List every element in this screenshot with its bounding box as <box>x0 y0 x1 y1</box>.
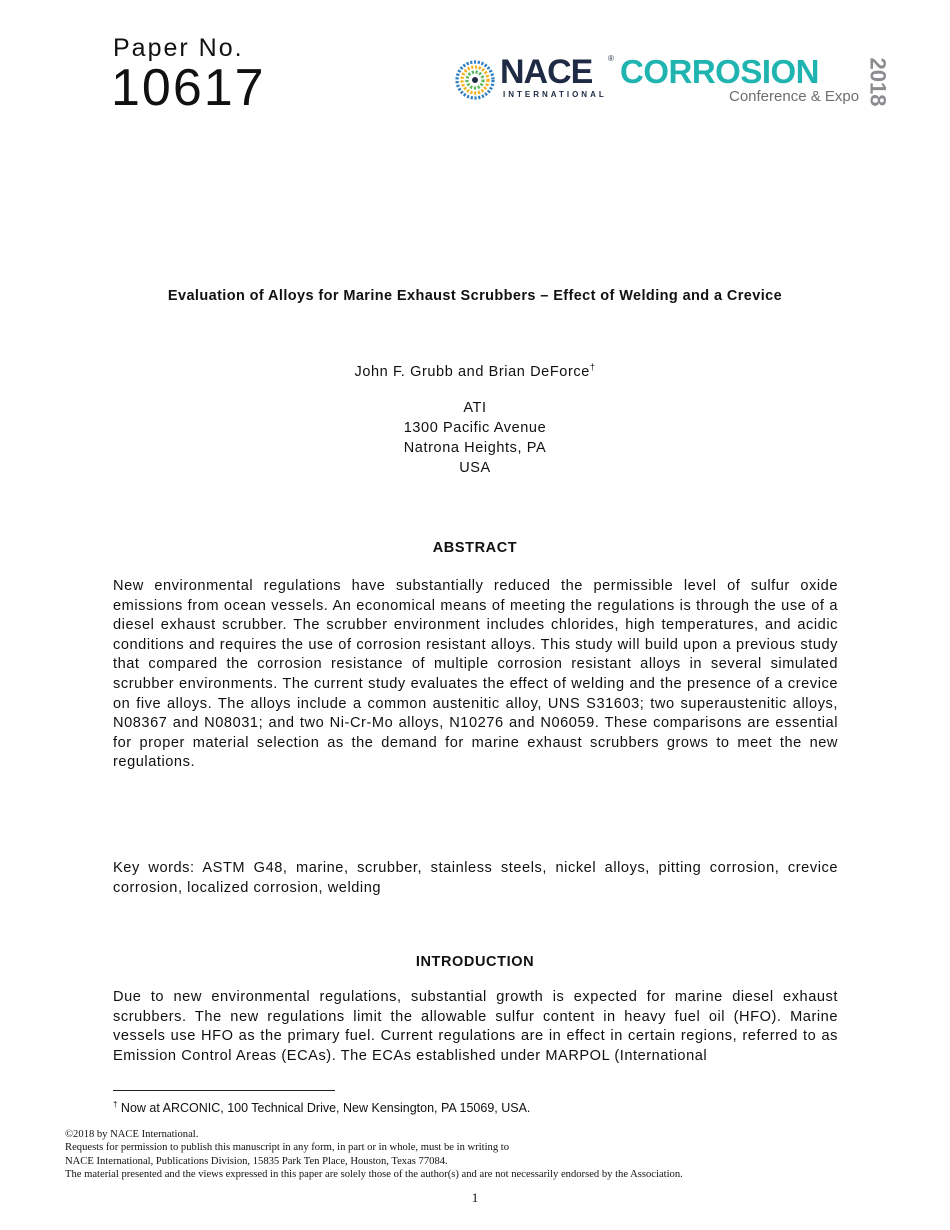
corrosion-wordmark: CORROSION <box>620 53 820 90</box>
abstract-heading: ABSTRACT <box>432 540 518 556</box>
copyright-block <box>65 1128 683 1182</box>
paper-number: 10617 <box>111 59 266 117</box>
introduction-text: Due to new environmental regulations, substantial growth is expected for marine diesel exhaust scrubbers. The new regulations limit the allowable sulfur content in heavy fuel oil (HFO). Marine vessels use HFO as the primary fuel. Current regulations are in effect in certain regions, referred to as Emission Control Areas (ECAs). The ECAs established under MARPOL (International <box>113 989 838 1064</box>
footnote-divider <box>113 1090 335 1091</box>
author-dagger: † <box>589 362 596 372</box>
author-line <box>0 362 950 380</box>
affiliation-org: ATI <box>463 400 487 416</box>
nace-subtitle: INTERNATIONAL <box>503 90 607 99</box>
footnote <box>113 1100 530 1115</box>
footnote-text: Now at ARCONIC, 100 Technical Drive, New Kensington, PA 15069, USA. <box>117 1101 531 1116</box>
nace-wordmark: NACE <box>500 53 593 91</box>
author-names: John F. Grubb and Brian DeForce <box>354 363 590 380</box>
copyright-line: The material presented and the views expressed in this paper are solely those of the author(s) and are not necessarily endorsed by the Association. <box>65 1169 683 1181</box>
corrosion-subtitle: Conference & Expo <box>729 88 860 105</box>
copyright-line: ©2018 by NACE International. <box>65 1129 199 1140</box>
conference-year <box>863 56 893 108</box>
affiliation-city: Natrona Heights, PA <box>403 440 547 456</box>
copyright-line: Requests for permission to publish this manuscript in any form, in part or in whole, must be in writing to <box>65 1142 510 1154</box>
nace-globe-icon <box>453 58 497 102</box>
affiliation-country: USA <box>459 460 491 476</box>
introduction-heading: INTRODUCTION <box>415 954 535 970</box>
page-number: 1 <box>471 1190 479 1205</box>
paper-label: Paper No. <box>113 34 244 62</box>
footnote-mark: † <box>113 1100 118 1109</box>
copyright-line: NACE International, Publications Division, 15835 Park Ten Place, Houston, Texas 77084. <box>65 1155 448 1167</box>
conference-year-text: 2018 <box>865 57 891 107</box>
abstract-text: New environmental regulations have substantially reduced the permissible level of sulfur oxide emissions from ocean vessels. An economical means of meeting the regulations is through the use of a diesel exhaust scrubber. The scrubber environment includes chlorides, high temperatures, and acidic conditions and requires the use of corrosion resistant alloys. This study will build upon a previous study that compared the corrosion resistance of multiple corrosion resistant alloys in several simulated scrubber environments. The current study evaluates the effect of welding and the presence of a crevice on five alloys. The alloys include a common austenitic alloy, UNS S31603; two superaustenitic alloys, N08367 and N08031; and two Ni-Cr-Mo alloys, N10276 and N06059. These comparisons are essential for proper material selection as the demand for marine exhaust scrubbers grows to meet the new regulations. <box>113 578 838 771</box>
conference-logo <box>453 52 893 114</box>
nace-registered-mark: ® <box>608 54 614 63</box>
affiliation-street: 1300 Pacific Avenue <box>403 420 547 436</box>
paper-title: Evaluation of Alloys for Marine Exhaust Scrubbers – Effect of Welding and a Crevice <box>167 288 783 304</box>
keywords: Key words: ASTM G48, marine, scrubber, stainless steels, nickel alloys, pitting corrosion, crevice corrosion, localized corrosion, welding <box>113 860 838 896</box>
